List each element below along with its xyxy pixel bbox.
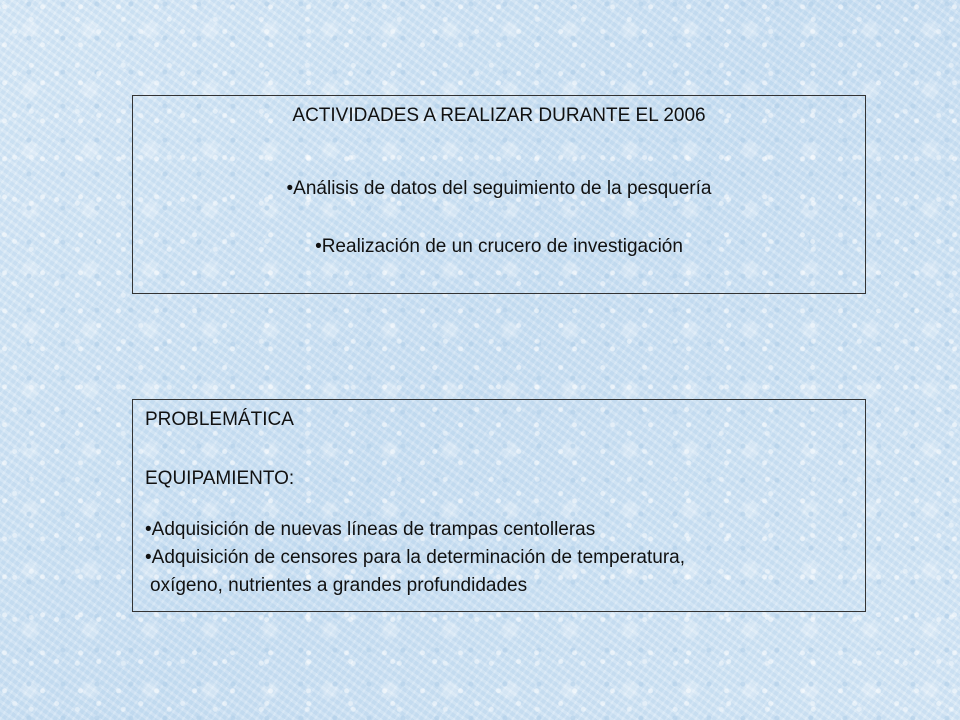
equipment-item: •Adquisición de nuevas líneas de trampas centolleras — [145, 519, 596, 540]
activities-title: ACTIVIDADES A REALIZAR DURANTE EL 2006 — [292, 105, 706, 126]
problems-box — [132, 399, 866, 612]
problems-heading: PROBLEMÁTICA — [145, 409, 294, 430]
activity-item: •Análisis de datos del seguimiento de la pesquería — [286, 178, 712, 199]
equipment-item-continuation: oxígeno, nutrientes a grandes profundidades — [150, 575, 528, 596]
activity-item: •Realización de un crucero de investigación — [315, 236, 683, 257]
equipment-subheading: EQUIPAMIENTO: — [145, 468, 295, 489]
equipment-item: •Adquisición de censores para la determinación de temperatura, — [145, 547, 686, 568]
activities-box — [132, 95, 866, 294]
